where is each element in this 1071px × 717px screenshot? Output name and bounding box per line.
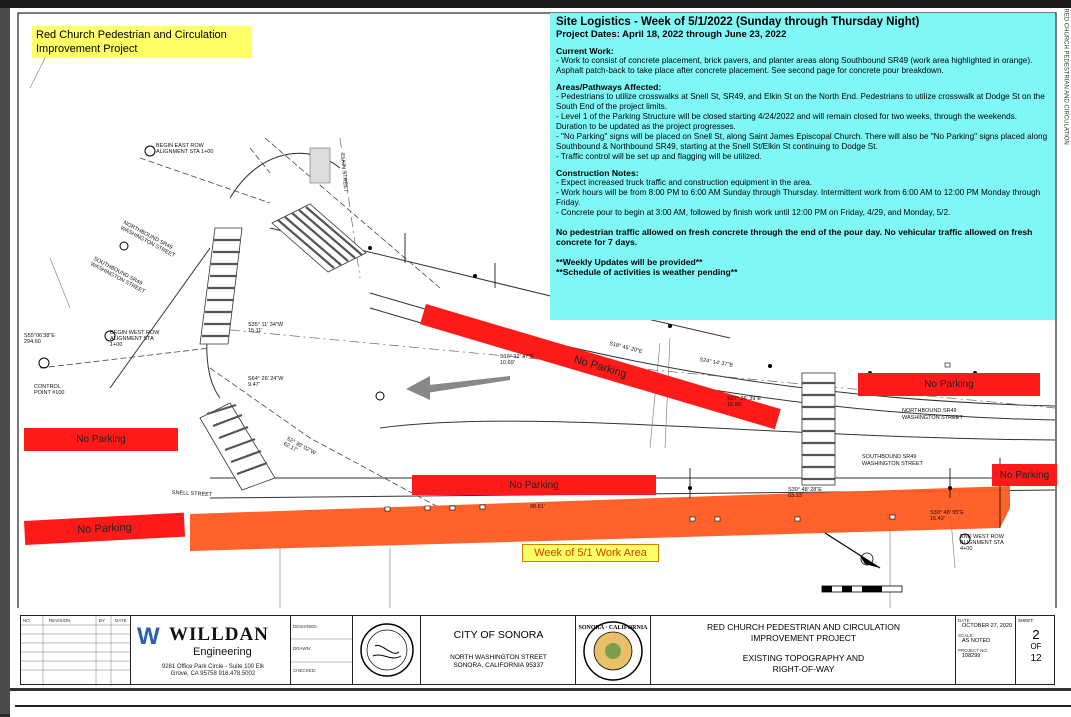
- project-title-label: Red Church Pedestrian and Circulation Improvement Project: [32, 26, 252, 58]
- construction-heading: Construction Notes:: [556, 168, 639, 178]
- no-parking-label: No Parking: [76, 434, 126, 445]
- no-parking-label: No Parking: [572, 353, 629, 381]
- scale-bar: [822, 586, 902, 592]
- work-area-label: Week of 5/1 Work Area: [522, 544, 659, 562]
- crosswalk-southwest: [200, 403, 275, 490]
- traffic-arrow: [406, 376, 510, 400]
- areas-item: - "No Parking" signs will be placed on Snell St, along Saint James Episcopal Church. There will also be "No Parking" signs placed along Southbound & Northbound SR49, starting at the Snell St/Elkin St continuing to Dodge St.: [556, 132, 1048, 151]
- control-point-label: CONTROL POINT #100: [34, 384, 65, 396]
- sheet-title-line1: EXISTING TOPOGRAPHY AND: [742, 653, 865, 663]
- areas-item: - Level 1 of the Parking Structure will be closed starting 4/24/2022 and will remain closed for two weeks, through the weekends. Duration to be updated as the project progresses.: [556, 112, 1018, 131]
- viewer-top-bar: [0, 0, 1071, 8]
- sheet-title-line2: RIGHT-OF-WAY: [772, 664, 835, 674]
- sheet-total: 12: [1030, 653, 1042, 664]
- firm-cell: [131, 616, 291, 684]
- firm-address: 9281 Office Park Circle - Suite 100 Elk Grove, CA 95758 916.478.5002: [161, 664, 265, 677]
- areas-heading: Areas/Pathways Affected:: [556, 82, 662, 92]
- weekly-updates-note: **Weekly Updates will be provided**: [556, 257, 703, 267]
- current-work-heading: Current Work:: [556, 46, 614, 56]
- sheet-of: OF: [1030, 642, 1042, 651]
- crosswalk-south: [802, 373, 835, 485]
- logistics-title: Site Logistics - Week of 5/1/2022 (Sunday through Thursday Night): [556, 16, 920, 28]
- no-parking-zone-west: [24, 428, 178, 451]
- bearing-label: S27° 26' 39"E 16.96': [727, 396, 761, 408]
- scale-value: AS NOTED: [962, 638, 991, 644]
- date-value: OCTOBER 27, 2020: [962, 623, 1013, 629]
- engineer-stamp-icon: [353, 616, 421, 686]
- site-logistics-panel: [550, 13, 1055, 320]
- southbound-street-label-east: SOUTHBOUND SR49 WASHINGTON STREET: [862, 454, 923, 467]
- elkin-street-label: ELKIN STREET: [339, 153, 349, 193]
- revision-by-header: BY: [99, 618, 106, 623]
- construction-item: - Concrete pour to begin at 3:00 AM, followed by finish work until 12:00 PM on Friday, 4/29, and Monday, 5/2.: [556, 208, 951, 217]
- city-seal-cell: [576, 616, 651, 684]
- engineer-stamp-cell: [353, 616, 421, 684]
- areas-item: - Traffic control will be set up and flagging will be utilized.: [556, 152, 762, 161]
- plan-sheet: [10, 8, 1071, 688]
- bearing-label: S35° 11' 34"W 15.11': [248, 322, 284, 334]
- crosswalk-west: [200, 228, 242, 344]
- designed-label: DESIGNED:: [293, 624, 318, 629]
- drawn-label: DRAWN:: [293, 646, 312, 651]
- project-dates: Project Dates: April 18, 2022 through June 23, 2022: [556, 29, 787, 40]
- areas-item: - Pedestrians to utilize crosswalks at Snell St, SR49, and Elkin St on the North End. Pedestrians to utilize crosswalk at Dodge St on the South End of the project limits.: [556, 92, 1045, 111]
- snell-street-label: SNELL STREET: [171, 490, 213, 499]
- city-address-line2: SONORA, CALIFORNIA 95337: [453, 662, 544, 669]
- checked-label: CHECKED:: [293, 668, 317, 673]
- revision-no-header: NO.: [23, 618, 32, 623]
- work-area-highlight: [190, 486, 1010, 551]
- coordinate-label: S55°06'38"E 294.60: [24, 333, 55, 345]
- revision-header: REVISION: [49, 618, 71, 623]
- project-title-line1: RED CHURCH PEDESTRIAN AND CIRCULATION: [706, 622, 900, 632]
- north-arrow: [825, 533, 880, 568]
- construction-item: - Work hours will be from 8:00 PM to 6:00 AM Sunday through Thursday. Intermittent work from 6:00 AM to 12:00 PM Monday through Friday.: [556, 188, 1041, 207]
- project-title-line2: IMPROVEMENT PROJECT: [750, 633, 857, 643]
- no-parking-zone-south-end: [992, 464, 1057, 486]
- signoff-cell: [291, 616, 353, 684]
- revision-date-header: DATE: [115, 618, 127, 623]
- bearing-label: S30° 48' 55"E 16.42': [930, 510, 964, 522]
- meta-border: [956, 616, 1016, 684]
- project-border: [651, 616, 956, 684]
- distance-label: 98.61': [530, 504, 545, 510]
- bearing-label: S24° 14' 37"E: [698, 357, 734, 369]
- project-no-label: PROJECT NO.: [958, 648, 989, 653]
- seal-text: SONORA · CALIFORNIA: [578, 625, 648, 631]
- fresh-concrete-notice: No pedestrian traffic allowed on fresh concrete through the end of the pour day. No vehicular traffic allowed on fresh concrete for 7 days.: [556, 227, 1033, 247]
- sheet-number-cell: [1016, 616, 1056, 684]
- construction-item: - Expect increased truck traffic and construction equipment in the area.: [556, 178, 813, 187]
- weather-note: **Schedule of activities is weather pending**: [556, 267, 738, 277]
- scale-label: SCALE:: [958, 633, 975, 638]
- end-west-row-label: END WEST ROW ALIGNMENT STA 4+00: [960, 534, 1004, 552]
- title-block: [20, 615, 1055, 685]
- sheet-number: 2: [1032, 627, 1040, 642]
- bearing-label: S16° 12' 47"E 10.69': [500, 354, 534, 366]
- side-title-text: RED CHURCH PEDESTRIAN AND CIRCULATION: [1062, 8, 1069, 145]
- no-parking-zone-east: [858, 373, 1040, 396]
- city-border: [421, 616, 576, 684]
- no-parking-zone-southbound: [412, 475, 656, 495]
- no-parking-label: No Parking: [999, 469, 1050, 481]
- project-no-value: 108299: [962, 653, 981, 659]
- current-work-text: - Work to consist of concrete placement, brick pavers, and planter areas along Southbound SR49 (work area highlighted in orange). Asphalt patch-back to take place after concrete placement. See second page for concrete pour breakdown.: [556, 56, 1033, 75]
- northbound-street-label: NORTHBOUND SR49 WASHINGTON STREET: [119, 220, 176, 260]
- no-parking-label: No Parking: [77, 521, 132, 537]
- willdan-w-icon: W: [137, 623, 160, 650]
- bearing-label: S2° 30' 02"W 62.17': [282, 436, 317, 457]
- bearing-label: S64° 26' 24"W 9.47': [248, 376, 284, 388]
- firm-sub: Engineering: [193, 646, 252, 658]
- bearing-label: S18° 45' 20"E: [608, 341, 643, 356]
- bearing-label: S30° 48' 28"E 83.33': [788, 487, 822, 499]
- next-page-preview: [10, 688, 1071, 717]
- sheet-side-title: [1058, 8, 1069, 208]
- revision-table: [21, 616, 131, 684]
- city-name: CITY OF SONORA: [453, 629, 544, 641]
- southbound-street-label: SOUTHBOUND SR49 WASHINGTON STREET: [89, 256, 146, 296]
- city-seal-icon: [576, 616, 651, 686]
- sheet-label: SHEET:: [1018, 618, 1034, 623]
- begin-west-row-label: BEGIN WEST ROW ALIGNMENT STA 1+00: [110, 330, 160, 348]
- northbound-street-label-east: NORTHBOUND SR49 WASHINGTON STREET: [902, 408, 963, 421]
- date-label: DATE:: [958, 618, 971, 623]
- begin-east-row-label: BEGIN EAST ROW ALIGNMENT STA 1+00: [156, 143, 214, 155]
- firm-name: WILLDAN: [169, 624, 269, 645]
- no-parking-label: No Parking: [924, 379, 974, 390]
- city-address-line1: NORTH WASHINGTON STREET: [450, 654, 547, 661]
- crosswalk-north: [272, 204, 366, 272]
- viewer-left-bar: [0, 8, 10, 714]
- no-parking-label: No Parking: [509, 479, 559, 491]
